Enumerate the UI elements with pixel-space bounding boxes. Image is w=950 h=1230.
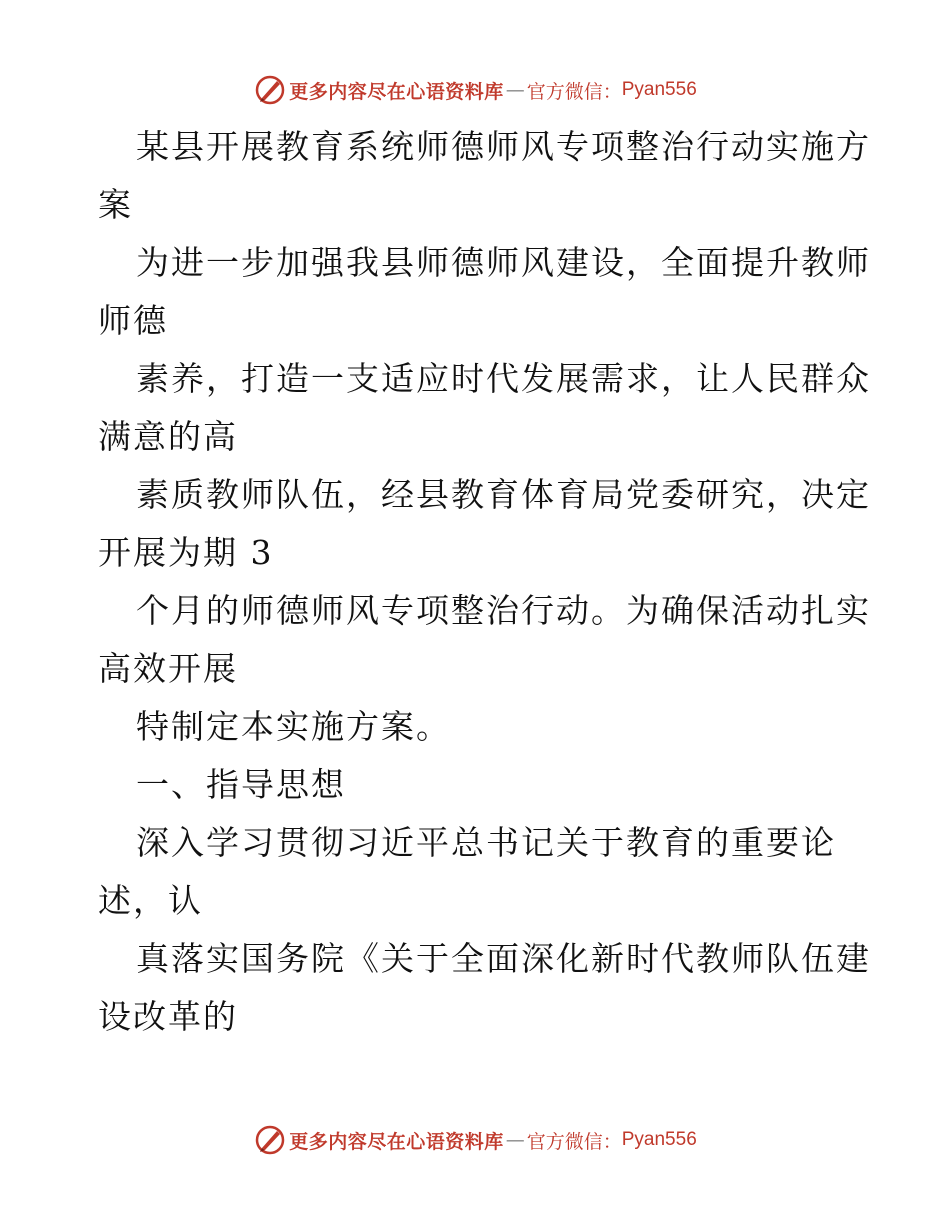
document-line-7: 素质教师队伍，经县教育体育局党委研究，决定 (136, 475, 871, 514)
document-line-13: 深入学习贯彻习近平总书记关于教育的重要论 (136, 823, 836, 862)
document-line-16: 设改革的 (98, 997, 238, 1036)
header-site-text: 更多内容尽在心语资料库 (289, 80, 504, 103)
document-line-3: 为进一步加强我县师德师风建设，全面提升教师 (136, 243, 871, 282)
document-line-2: 案 (98, 185, 133, 224)
document-line-8: 开展为期 3 (98, 533, 274, 572)
footer-wechat-id: Pyan556 (621, 1129, 697, 1150)
document-line-9: 个月的师德师风专项整治行动。为确保活动扎实 (136, 591, 871, 630)
document-line-5: 素养，打造一支适应时代发展需求，让人民群众 (136, 359, 871, 398)
document-line-15: 真落实国务院《关于全面深化新时代教师队伍建 (136, 939, 871, 978)
header-wechat-label: 官方微信： (526, 80, 622, 103)
document-line-4: 师德 (98, 301, 168, 340)
quill-logo-icon (253, 73, 287, 107)
document-line-6: 满意的高 (98, 417, 238, 456)
document-line-14: 述，认 (98, 881, 203, 920)
document-line-1: 某县开展教育系统师德师风专项整治行动实施方 (136, 127, 871, 166)
header-wechat-id: Pyan556 (621, 79, 697, 100)
footer-dash: — (505, 1129, 525, 1151)
document-line-10: 高效开展 (98, 649, 238, 688)
footer-site-text: 更多内容尽在心语资料库 (289, 1130, 504, 1153)
header-banner (0, 70, 950, 110)
section-heading-guiding-ideology: 一、指导思想 (136, 765, 346, 804)
document-line-11: 特制定本实施方案。 (136, 707, 451, 746)
header-dash: — (505, 79, 525, 101)
footer-wechat-label: 官方微信： (526, 1130, 622, 1153)
document-body (98, 118, 871, 1046)
footer-banner (0, 1120, 950, 1160)
quill-logo-icon (253, 1123, 287, 1157)
